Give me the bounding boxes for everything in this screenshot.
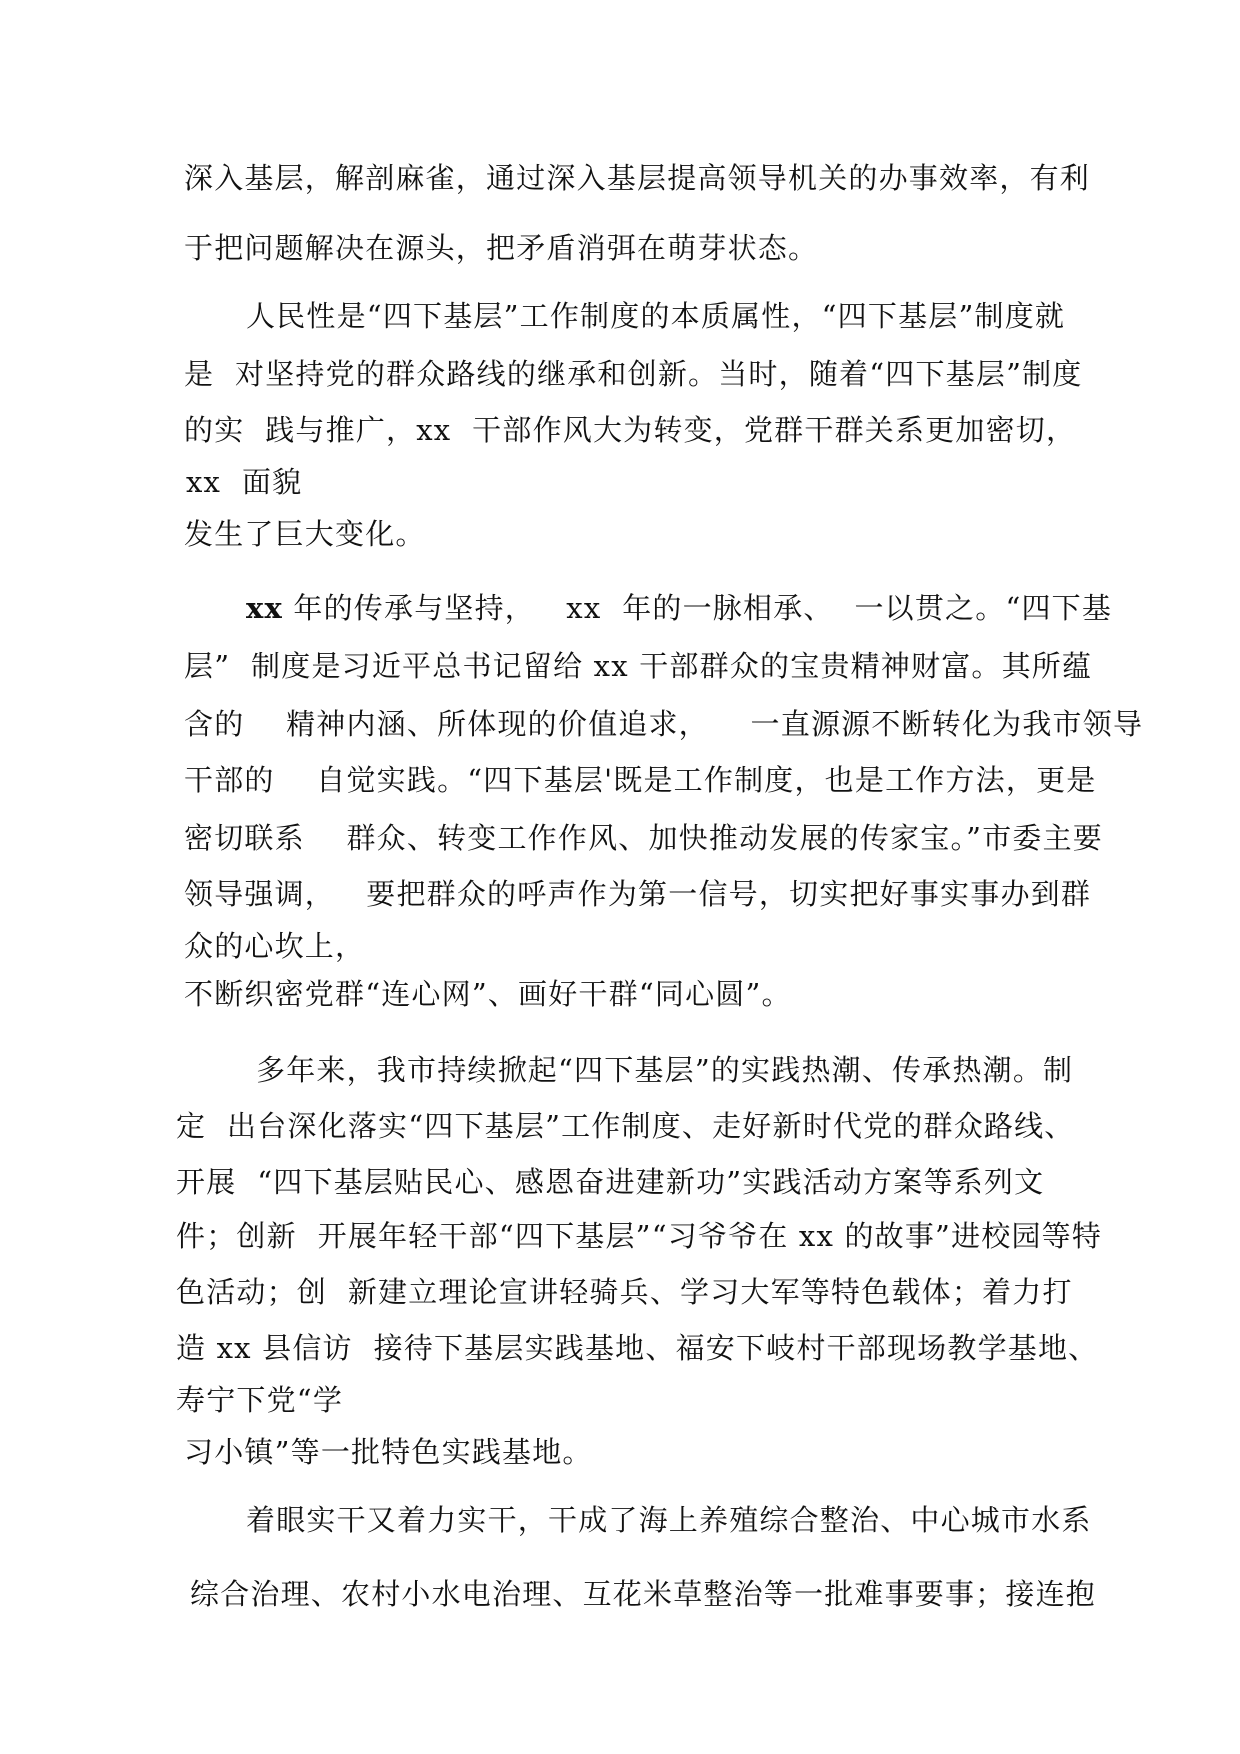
paragraph-3-line-5: 密切联系 群众、转变工作作风、加快推动发展的传家宝。”市委主要 (184, 821, 1103, 855)
paragraph-2-line-2: 是 对坚持党的群众路线的继承和创新。当时，随着“四下基层”制度 (184, 357, 1083, 391)
paragraph-1-line-1: 深入基层，解剖麻雀，通过深入基层提高领导机关的办事效率，有利 (184, 161, 1091, 195)
paragraph-3-line-1-bold: xx (246, 591, 283, 625)
paragraph-3-line-6: 领导强调， 要把群众的呼声作为第一信号，切实把好事实事办到群 (184, 877, 1092, 911)
paragraph-4-line-6: 造 xx 县信访 接待下基层实践基地、福安下岐村干部现场教学基地、 (176, 1331, 1099, 1365)
paragraph-2-line-4: xx 面貌 (186, 465, 303, 499)
paragraph-1-line-2: 于把问题解决在源头，把矛盾消弭在萌芽状态。 (184, 231, 819, 265)
paragraph-3-line-1 (246, 588, 1112, 628)
paragraph-4-line-3: 开展 “四下基层贴民心、感恩奋进建新功”实践活动方案等系列文 (176, 1165, 1045, 1199)
paragraph-2-line-3: 的实 践与推广，xx 干部作风大为转变，党群干群关系更加密切， (184, 413, 1077, 447)
paragraph-5-line-2: 综合治理、农村小水电治理、互花米草整治等一批难事要事；接连抱 (190, 1577, 1097, 1611)
paragraph-3-line-1-text: 年的传承与坚持， xx 年的一脉相承、 一以贯之。“四下基 (282, 591, 1113, 625)
paragraph-4-line-2: 定 出台深化落实“四下基层”工作制度、走好新时代党的群众路线、 (176, 1109, 1075, 1143)
paragraph-4-line-7: 寿宁下党“学 (176, 1383, 344, 1417)
paragraph-4-line-5: 色活动；创 新建立理论宣讲轻骑兵、学习大军等特色载体；着力打 (176, 1275, 1073, 1309)
paragraph-2-line-1: 人民性是“四下基层”工作制度的本质属性，“四下基层”制度就 (246, 299, 1066, 333)
paragraph-3-line-7: 众的心坎上， (184, 929, 366, 963)
paragraph-3-line-4: 干部的 自觉实践。“四下基层'既是工作制度，也是工作方法，更是 (184, 763, 1097, 797)
paragraph-3-line-8: 不断织密党群“连心网”、画好干群“同心圆”。 (184, 977, 792, 1011)
paragraph-4-line-1: 多年来，我市持续掀起“四下基层”的实践热潮、传承热潮。制 (256, 1053, 1074, 1087)
paragraph-5-line-1: 着眼实干又着力实干，干成了海上养殖综合整治、中心城市水系 (246, 1503, 1092, 1537)
paragraph-2-line-5: 发生了巨大变化。 (184, 517, 426, 551)
paragraph-3-line-3: 含的 精神内涵、所体现的价值追求， 一直源源不断转化为我市领导 (184, 707, 1144, 741)
paragraph-4-line-8: 习小镇”等一批特色实践基地。 (184, 1435, 593, 1469)
paragraph-4-line-4: 件；创新 开展年轻干部“四下基层”“习爷爷在 xx 的故事”进校园等特 (176, 1219, 1103, 1253)
paragraph-3-line-2: 层” 制度是习近平总书记留给 xx 干部群众的宝贵精神财富。其所蕴 (184, 649, 1093, 683)
